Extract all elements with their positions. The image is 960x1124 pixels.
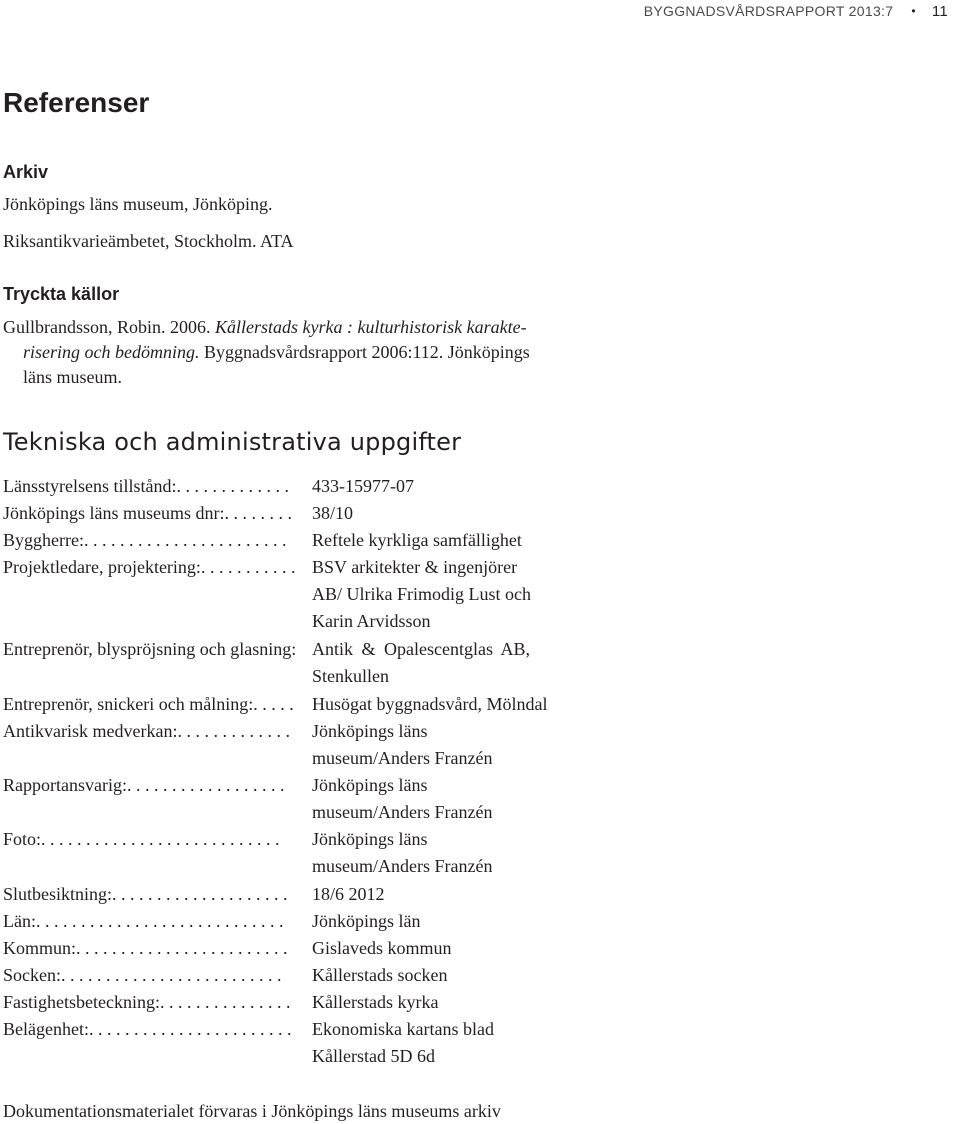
row-label: Foto:. . . . . . . . . . . . . . . . . . . . . . . . . . . — [3, 829, 280, 849]
archive-heading: Arkiv — [3, 162, 49, 182]
source-series: Byggnadsvårdsrapport 2006:112. Jönköpings — [199, 342, 530, 362]
row-value: Jönköpings läns museum/Anders Franzén — [312, 775, 493, 822]
row-value: Husögat byggnadsvård, Mölndal — [312, 694, 548, 714]
archive-note: Dokumentationsmaterialet förvaras i Jönköpings läns museums arkiv — [3, 1101, 501, 1121]
row-label: Rapportansvarig:. . . . . . . . . . . . . . . . . . — [3, 775, 285, 795]
row-value: Jönköpings län — [312, 911, 421, 931]
row-value: Antik & Opalescentglas AB, Stenkullen — [312, 639, 530, 686]
running-header — [644, 0, 960, 22]
row-label: Socken:. . . . . . . . . . . . . . . . . . . . . . . . . — [3, 965, 282, 985]
row-value: Jönköpings läns museum/Anders Franzén — [312, 721, 493, 768]
row-label: Län:. . . . . . . . . . . . . . . . . . . . . . . . . . . . — [3, 911, 284, 931]
source-title-cont: risering och bedömning. — [23, 342, 200, 362]
row-label: Entreprenör, snickeri och målning:. . . . . — [3, 694, 294, 714]
row-label: Fastighetsbeteckning:. . . . . . . . . . . . . . . — [3, 992, 291, 1012]
row-label: Jönköpings läns museums dnr:. . . . . . . . — [3, 503, 293, 523]
row-value: Gislaveds kommun — [312, 938, 452, 958]
row-label: Belägenhet:. . . . . . . . . . . . . . . . . . . . . . . — [3, 1019, 292, 1039]
running-title: BYGGNADSVÅRDSRAPPORT 2013:7 — [643, 3, 894, 19]
row-label: Projektledare, projektering:. . . . . . . . . . . — [3, 557, 296, 577]
technical-heading: Tekniska och administrativa uppgifter — [3, 428, 462, 456]
row-label: Länsstyrelsens tillstånd:. . . . . . . . . . . . . — [3, 476, 289, 496]
row-value: 18/6 2012 — [312, 884, 385, 904]
row-value: BSV arkitekter & ingenjörer AB/ Ulrika Frimodig Lust och Karin Arvidsson — [312, 557, 531, 631]
row-label: Entreprenör, blyspröjsning och glasning: — [3, 639, 297, 659]
archive-item: Jönköpings läns museum, Jönköping. — [3, 194, 273, 214]
printed-source-line — [3, 315, 527, 339]
header-bullet: • — [911, 4, 916, 18]
row-label: Kommun:. . . . . . . . . . . . . . . . . . . . . . . . — [3, 938, 288, 958]
source-author-year: Gullbrandsson, Robin. 2006. — [3, 317, 216, 337]
printed-source-line — [23, 340, 530, 364]
printed-source-line: läns museum. — [23, 367, 122, 387]
row-value: 38/10 — [312, 503, 354, 523]
archive-item: Riksantikvarieämbetet, Stockholm. ATA — [3, 231, 294, 251]
row-value: Kållerstads socken — [312, 965, 448, 985]
row-value: Ekonomiska kartans blad Kållerstad 5D 6d — [312, 1019, 494, 1066]
row-label: Slutbesiktning:. . . . . . . . . . . . . . . . . . . . — [3, 884, 288, 904]
row-label: Antikvarisk medverkan:. . . . . . . . . . . . . — [3, 721, 290, 741]
row-value: Jönköpings läns museum/Anders Franzén — [312, 829, 493, 876]
row-value: Kållerstads kyrka — [312, 992, 439, 1012]
row-value: Reftele kyrkliga samfällighet — [312, 530, 522, 550]
printed-sources-heading: Tryckta källor — [3, 284, 120, 304]
row-label: Byggherre:. . . . . . . . . . . . . . . . . . . . . . . — [3, 530, 287, 550]
page-number: 11 — [931, 2, 948, 20]
row-value: 433-15977-07 — [312, 476, 414, 496]
source-title: Kållerstads kyrka : kulturhistorisk karakte- — [215, 317, 527, 337]
references-heading: Referenser — [3, 87, 150, 118]
